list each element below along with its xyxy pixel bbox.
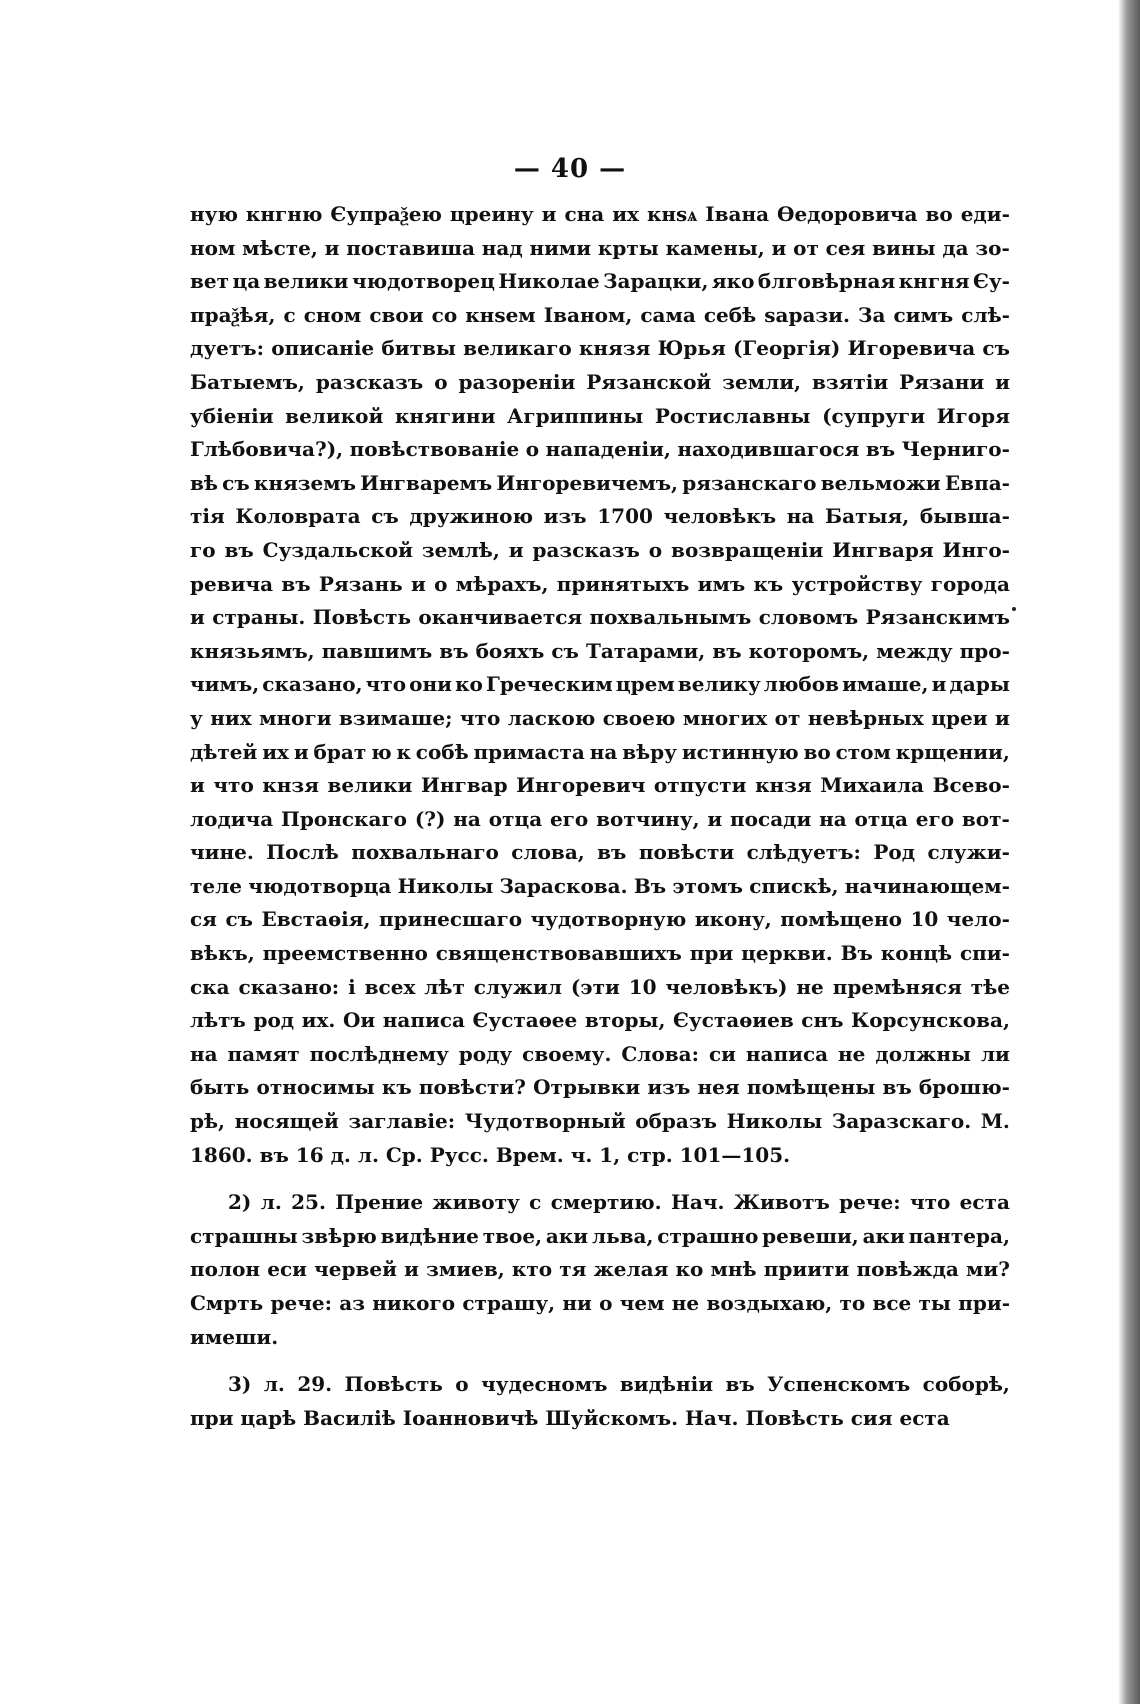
document-body: [190, 198, 1010, 1435]
text-line: при царѣ Василіѣ Іоанновичѣ Шуйскомъ. Нач. Повѣсть сия еста: [190, 1405, 950, 1430]
text-line: страшны звѣрю видѣние твое, аки льва, страшно ревеши, аки пантера,: [190, 1223, 1010, 1248]
paragraph-gap: [190, 1172, 1010, 1186]
text-line: лодича Пронскаго (?) на отца его вотчину, и посади на отца его вот-: [190, 806, 1010, 831]
margin-dot: [1012, 607, 1016, 611]
text-line: 2) л. 25. Прение животу с смертию. Нач. Животъ рече: что еста: [228, 1190, 1010, 1215]
text-line: имеши.: [190, 1324, 279, 1349]
text-line: чине. Послѣ похвальнаго слова, въ повѣсти слѣдуетъ: Род служи-: [190, 840, 1010, 865]
text-line: вѣ съ княземъ Ингваремъ Ингоревичемъ, рязанскаго вельможи Евпа-: [190, 470, 1010, 495]
text-line: дѣтей их и брат ю к собѣ примаста на вѣру истинную во стом крщении,: [190, 739, 1010, 764]
text-line: и страны. Повѣсть оканчивается похвальнымъ словомъ Рязанскимъ: [190, 605, 1010, 630]
text-line: убіеніи великой княгини Агриппины Ростиславны (супруги Игоря: [190, 403, 1010, 428]
text-line: ревича въ Рязань и о мѣрахъ, принятыхъ имъ къ устройству города: [190, 571, 1010, 596]
text-line: полон еси червей и змиев, кто тя желая ко мнѣ приити повѣжда ми?: [190, 1257, 1010, 1282]
paragraph-gap: [190, 1354, 1010, 1368]
page-number: — 40 —: [513, 154, 627, 184]
text-line: рѣ, носящей заглавіе: Чудотворный образъ Николы Заразскаго. М.: [190, 1109, 1010, 1134]
text-line: теле чюдотворца Николы Зараскова. Въ этомъ спискѣ, начинающем-: [190, 873, 1010, 898]
text-line: у них многи взимаше; что ласкою своею многих от невѣрных цреи и: [190, 705, 1010, 730]
text-line: Батыемъ, разсказъ о разореніи Рязанской земли, взятіи Рязани и: [190, 369, 1010, 394]
page-edge-shadow: [1118, 0, 1140, 1704]
text-line: князьямъ, павшимъ въ бояхъ съ Татарами, въ которомъ, между про-: [190, 638, 1010, 663]
text-line: ска сказано: і всех лѣт служил (эти 10 человѣкъ) не премѣняся тѣе: [190, 974, 1010, 999]
text-line: и что кнзя велики Ингвар Ингоревич отпусти кнзя Михаила Всево-: [190, 773, 1010, 798]
text-line: 1860. въ 16 д. л. Ср. Русс. Врем. ч. 1, стр. 101—105.: [190, 1142, 791, 1167]
text-line: 3) л. 29. Повѣсть о чудесномъ видѣніи въ Успенскомъ соборѣ,: [228, 1372, 1010, 1397]
text-line: чимъ, сказано, что они ко Греческим црем велику любов имаше, и дары: [190, 672, 1010, 697]
text-line: ся съ Евстаѳія, принесшаго чудотворную икону, помѣщено 10 чело-: [190, 907, 1010, 932]
text-line: го въ Суздальской землѣ, и разсказъ о возвращеніи Ингваря Инго-: [190, 537, 1010, 562]
text-line: лѣтъ род их. Ои написа Єустаѳее вторы, Єустаѳиев снъ Корсунскова,: [190, 1008, 1010, 1033]
text-line: на памят послѣднему роду своему. Слова: си написа не должны ли: [190, 1041, 1010, 1066]
text-line: тія Коловрата съ дружиною изъ 1700 человѣкъ на Батыя, бывша-: [190, 504, 1010, 529]
text-line: вет ца велики чюдотворец Николае Зарацки, яко блговѣрная кнгня Єу-: [190, 269, 1010, 294]
text-line: ном мѣсте, и поставиша над ними крты камены, и от сея вины да зо-: [190, 235, 1010, 260]
text-line: праѯѣя, с сном свои со кнѕем Іваном, сама себѣ ѕарази. За симъ слѣ-: [190, 302, 1010, 327]
text-line: Смрть рече: аз никого страшу, ни о чем не воздыхаю, то все ты при-: [190, 1291, 1010, 1315]
text-line: вѣкъ, преемственно священствовавшихъ при церкви. Въ концѣ спи-: [190, 941, 1010, 966]
text-line: быть относимы къ повѣсти? Отрывки изъ нея помѣщены въ брошю-: [190, 1075, 1010, 1100]
text-line: дуетъ: описаніе битвы великаго князя Юрья (Георгія) Игоревича съ: [190, 336, 1010, 361]
text-line: Глѣбовича?), повѣствованіе о нападеніи, находившагося въ Черниго-: [190, 437, 1010, 462]
text-line: ную кнгню Єупраѯею цреину и сна их кнѕѧ Івана Ѳедоровича во еди-: [190, 202, 1010, 226]
